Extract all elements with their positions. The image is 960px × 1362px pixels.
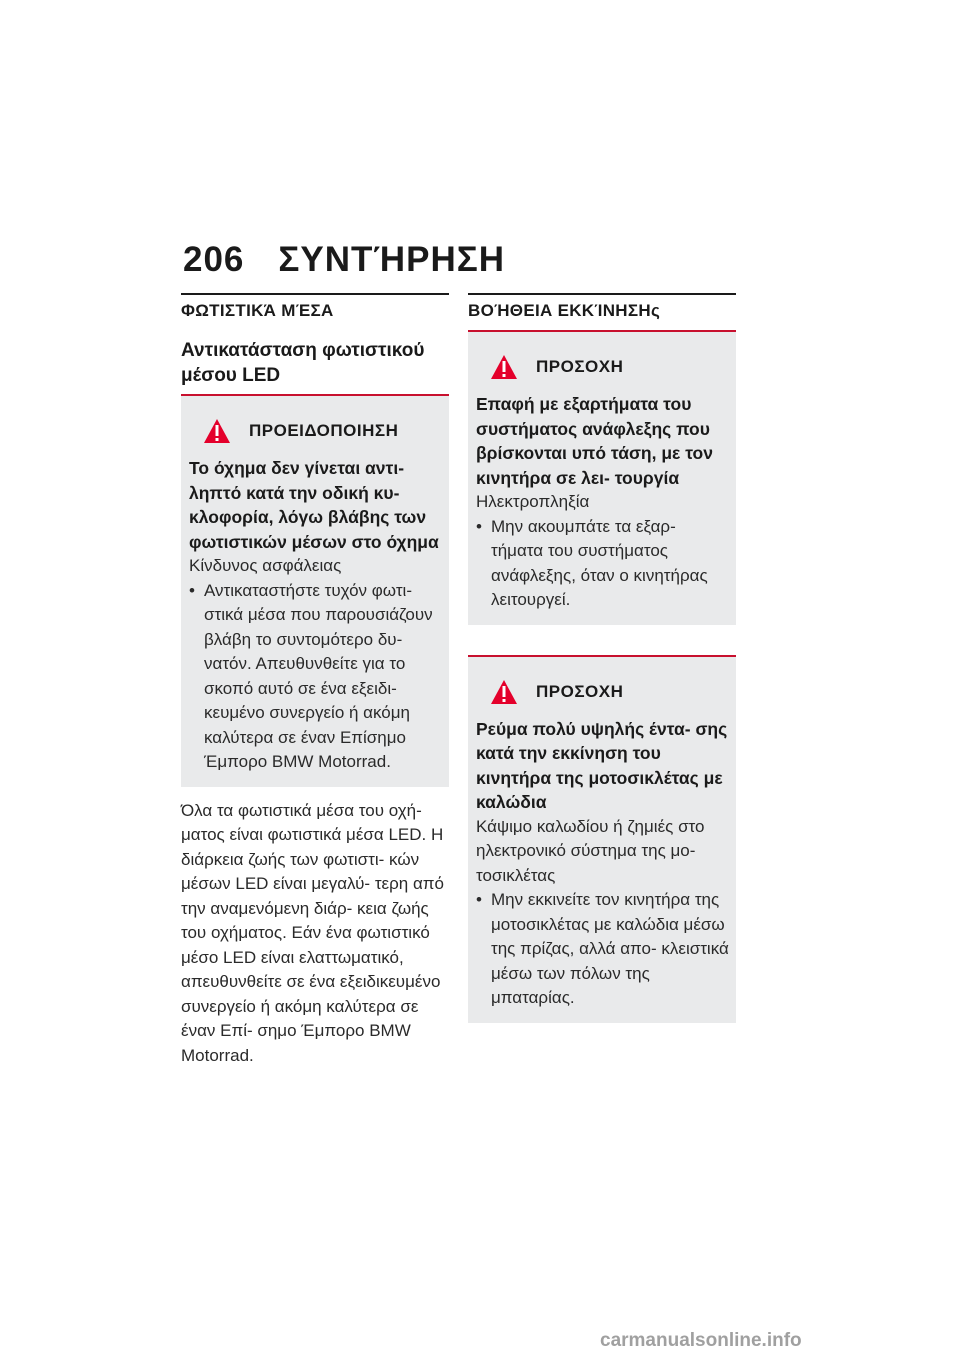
notice-bullet-text: Αντικαταστήστε τυχόν φωτι- στικά μέσα που παρουσιάζουν βλάβη το συντομότερο δυ- νατόν. Απευθυνθείτε για το σκοπό αυτό σε ένα εξειδι- κευμένο συνεργείο ή ακόμη καλύτερα σε έναν Επίσημο Έμπορο BMW Motorrad. [204, 580, 433, 771]
page-number: 206 [183, 240, 245, 279]
notice-label: ΠΡΟΣΟΧΗ [536, 681, 624, 701]
body-paragraph: Όλα τα φωτιστικά μέσα του οχή- ματος είναι φωτιστικά μέσα LED. Η διάρκεια ζωής των φωτιστι- κών μέσων LED είναι μεγαλύ- τερη από την αναμενόμενη διάρ- κεια ζωής του οχήματος. Εάν ένα φωτιστικό μέσο LED είναι ελαττωματικό, απευθυνθείτε σε ένα εξειδικευμένο συνεργείο ή ακόμη καλύτερα σε έναν Επί- σημο Έμπορο BMW Motorrad. [181, 800, 444, 1065]
notice-title: Ρεύμα πολύ υψηλής έντα- σης κατά την εκκίνηση του κινητήρα της μοτοσικλέτας με καλώδια [476, 718, 728, 812]
warning-triangle-icon [490, 679, 518, 705]
notice-bullet: • Μην ακουμπάτε τα εξαρ- τήματα του συστήματος ανάφλεξης, όταν ο κινητήρας λειτουργεί. [476, 515, 730, 613]
caution-box-2 [468, 655, 736, 1023]
notice-bullet: • Αντικαταστήστε τυχόν φωτι- στικά μέσα που παρουσιάζουν βλάβη το συντομότερο δυ- νατόν. Απευθυνθείτε για το σκοπό αυτό σε ένα εξειδι- κευμένο συνεργείο ή ακόμη καλύτερα σε έναν Επίσημο Έμπορο BMW Motorrad. [189, 579, 443, 775]
notice-cause: Κάψιμο καλωδίου ή ζημιές στο ηλεκτρονικό σύστημα της μο- τοσικλέτας [476, 816, 705, 885]
notice-head [490, 354, 730, 380]
notice-head [490, 679, 730, 705]
notice-title: Επαφή με εξαρτήματα του συστήματος ανάφλεξης που βρίσκονται υπό τάση, με τον κινητήρα σε λει- τουργία [476, 394, 713, 488]
notice-title: Το όχημα δεν γίνεται αντι- ληπτό κατά την οδική κυ- κλοφορία, λόγω βλάβης των φωτιστικών μέσων στο όχημα [189, 458, 439, 552]
section-title-jumpstart: ΒΟΉΘΕΙΑ ΕΚΚΊΝΗΣΗς [468, 293, 736, 330]
section-title-lights: ΦΩΤΙΣΤΙΚΆ ΜΈΣΑ [181, 293, 449, 330]
notice-head [203, 418, 443, 444]
left-column [181, 293, 449, 1068]
warning-box [181, 396, 449, 787]
notice-bullet: • Μην εκκινείτε τον κινητήρα της μοτοσικλέτας με καλώδια μέσω της πρίζας, αλλά απο- κλειστικά μέσω των πόλων της μπαταρίας. [476, 888, 730, 1011]
warning-triangle-icon [490, 354, 518, 380]
right-column [468, 293, 736, 1023]
chapter-title: ΣΥΝΤΉΡΗΣΗ [278, 240, 506, 279]
notice-cause: Κίνδυνος ασφάλειας [189, 556, 342, 575]
subsection-title-led: Αντικατάσταση φωτιστικού μέσου LED [181, 338, 449, 396]
notice-label: ΠΡΟΕΙΔΟΠΟΙΗΣΗ [249, 421, 399, 440]
footer-watermark: carmanualsonline.info [600, 1330, 802, 1351]
notice-bullet-text: Μην ακουμπάτε τα εξαρ- τήματα του συστήματος ανάφλεξης, όταν ο κινητήρας λειτουργεί. [491, 516, 708, 609]
notice-label: ΠΡΟΣΟΧΗ [536, 357, 624, 376]
page-header [183, 240, 505, 280]
caution-box-1 [468, 330, 736, 625]
notice-cause: Ηλεκτροπληξία [476, 492, 590, 511]
notice-bullet-text: Μην εκκινείτε τον κινητήρα της μοτοσικλέτας με καλώδια μέσω της πρίζας, αλλά απο- κλειστικά μέσω των πόλων της μπαταρίας. [491, 890, 729, 1007]
warning-triangle-icon [203, 418, 231, 444]
